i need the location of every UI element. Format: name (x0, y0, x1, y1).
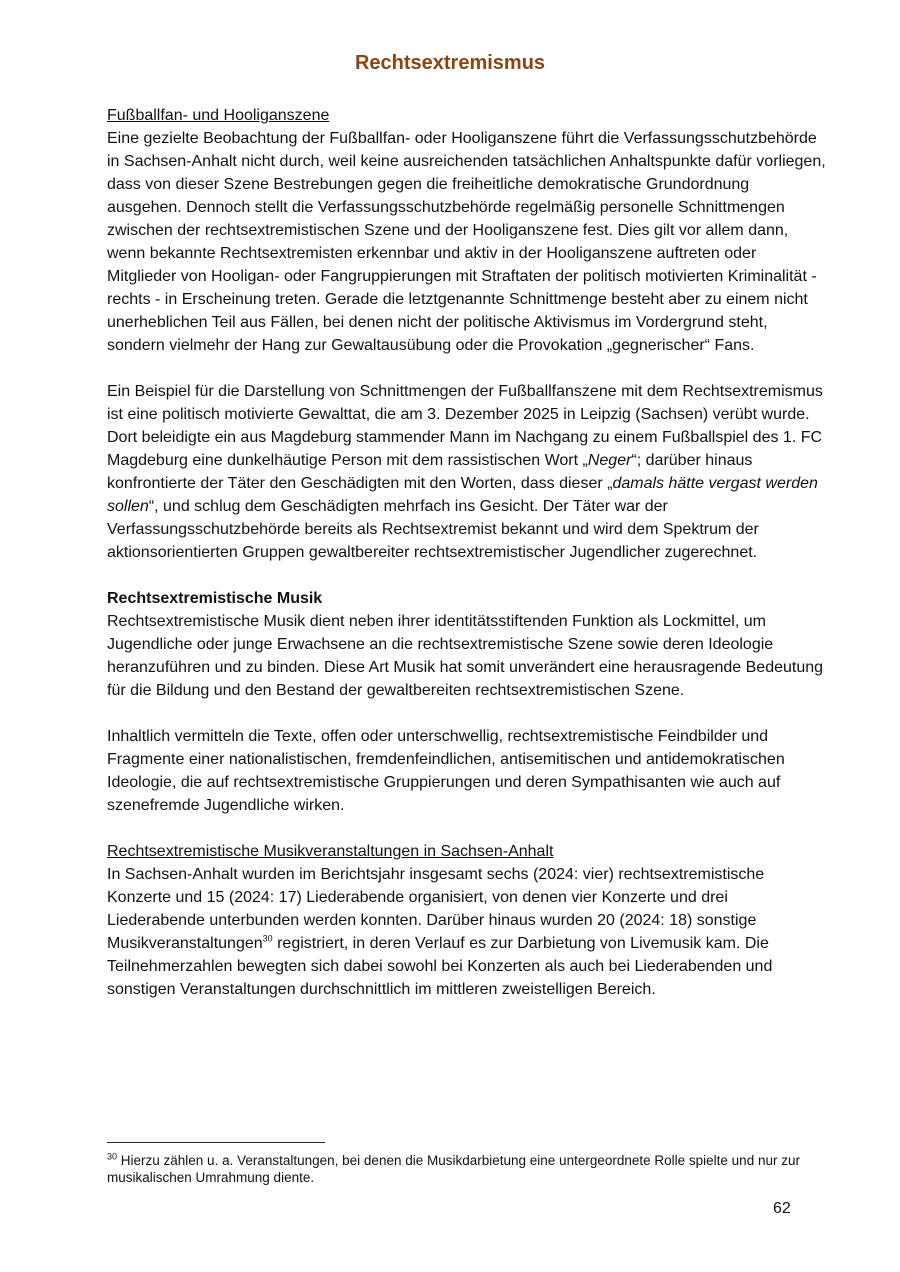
section-heading-events: Rechtsextremistische Musikveranstaltungen in Sachsen-Anhalt (107, 843, 554, 860)
example-text-part1: Ein Beispiel für die Darstellung von Schnittmengen der Fußballfanszene mit dem Rechtsextremismus ist eine politisch motivierte Gewalttat, die am 3. Dezember 2025 in Leipzig (Sachsen) verübt wurde. Dort beleidigte ein aus Magdeburg stammender Mann im Nachgang zu einem Fußballspiel des 1. FC Magdeburg eine dunkelhäutige Person mit dem rassistischen Wort „ (107, 383, 823, 469)
footnote-text: Hierzu zählen u. a. Veranstaltungen, bei denen die Musikdarbietung eine untergeordnete Rolle spielte und nur zur musikalischen Umrahmung diente. (107, 1153, 800, 1185)
paragraph-events (107, 863, 827, 1001)
example-quote-1: Neger (587, 452, 632, 469)
paragraph-music-2: Inhaltlich vermitteln die Texte, offen oder unterschwellig, rechtsextremistische Feindbilder und Fragmente einer nationalistischen, fremdenfeindlichen, antisemitischen und antidemokratischen Ideologie, die auf rechtsextremistische Gruppierungen und deren Sympathisanten wie auch auf szenefremde Jugendliche wirken. (107, 728, 785, 814)
example-text-part2: “; darüber hinaus konfrontierte der Täter den Geschädigten mit den Worten, dass dieser „ (107, 452, 753, 492)
page-number: 62 (773, 1200, 791, 1217)
section-heading-music: Rechtsextremistische Musik (107, 590, 323, 607)
footnote (107, 1152, 827, 1186)
footnote-number: 30 (107, 1151, 118, 1162)
page-title: Rechtsextremismus (354, 52, 546, 74)
section-heading-hooligan: Fußballfan- und Hooliganszene (107, 107, 330, 124)
example-quote-2: damals hätte vergast werden sollen (107, 475, 818, 515)
footnote-reference[interactable]: 30 (262, 933, 273, 944)
events-text-part1: In Sachsen-Anhalt wurden im Berichtsjahr insgesamt sechs (2024: vier) rechtsextremistische Konzerte und 15 (2024: 17) Liederabende organisiert, von denen vier Konzerte und drei Liederabende unterbunden werden konnten. Darüber hinaus wurden 20 (2024: 18) sonstige Musikveranstaltungen (107, 866, 765, 952)
example-text-part3: “, und schlug dem Geschädigten mehrfach ins Gesicht. Der Täter war der Verfassungsschutzbehörde bereits als Rechtsextremist bekannt und wird dem Spektrum der aktionsorientierten Gruppen gewaltbereiter rechtsextremistischer Jugendlicher zugerechnet. (107, 498, 759, 561)
events-text-part2: registriert, in deren Verlauf es zur Darbietung von Livemusik kam. Die Teilnehmerzahlen bewegten sich dabei sowohl bei Konzerten als auch bei Liederabenden und sonstigen Veranstaltungen durchschnittlich im mittleren zweistelligen Bereich. (107, 935, 773, 998)
paragraph-hooligan-example (107, 380, 827, 564)
paragraph-hooligan-intro: Eine gezielte Beobachtung der Fußballfan- oder Hooliganszene führt die Verfassungsschutzbehörde in Sachsen-Anhalt nicht durch, weil keine ausreichenden tatsächlichen Anhaltspunkte dafür vorliegen, dass von dieser Szene Bestrebungen gegen die freiheitliche demokratische Grundordnung ausgehen. Dennoch stellt die Verfassungsschutzbehörde regelmäßig personelle Schnittmengen zwischen der rechtsextremistischen Szene und der Hooliganszene fest. Dies gilt vor allem dann, wenn bekannte Rechtsextremisten erkennbar und aktiv in der Hooliganszene auftreten oder Mitglieder von Hooligan- oder Fangruppierungen mit Straftaten der politisch motivierten Kriminalität - rechts - in Erscheinung treten. Gerade die letztgenannte Schnittmenge besteht aber zu einem nicht unerheblichen Teil aus Fällen, bei denen nicht der politische Aktivismus im Vordergrund steht, sondern vielmehr der Hang zur Gewaltausübung oder die Provokation „gegnerischer“ Fans. (107, 130, 826, 354)
footnote-separator (107, 1142, 325, 1143)
document-body (107, 104, 827, 1024)
paragraph-music-1: Rechtsextremistische Musik dient neben ihrer identitätsstiftenden Funktion als Lockmittel, um Jugendliche oder junge Erwachsene an die rechtsextremistische Szene sowie deren Ideologie heranzuführen und zu binden. Diese Art Musik hat somit unverändert eine herausragende Bedeutung für die Bildung und den Bestand der gewaltbereiten rechtsextremistischen Szene. (107, 613, 824, 699)
